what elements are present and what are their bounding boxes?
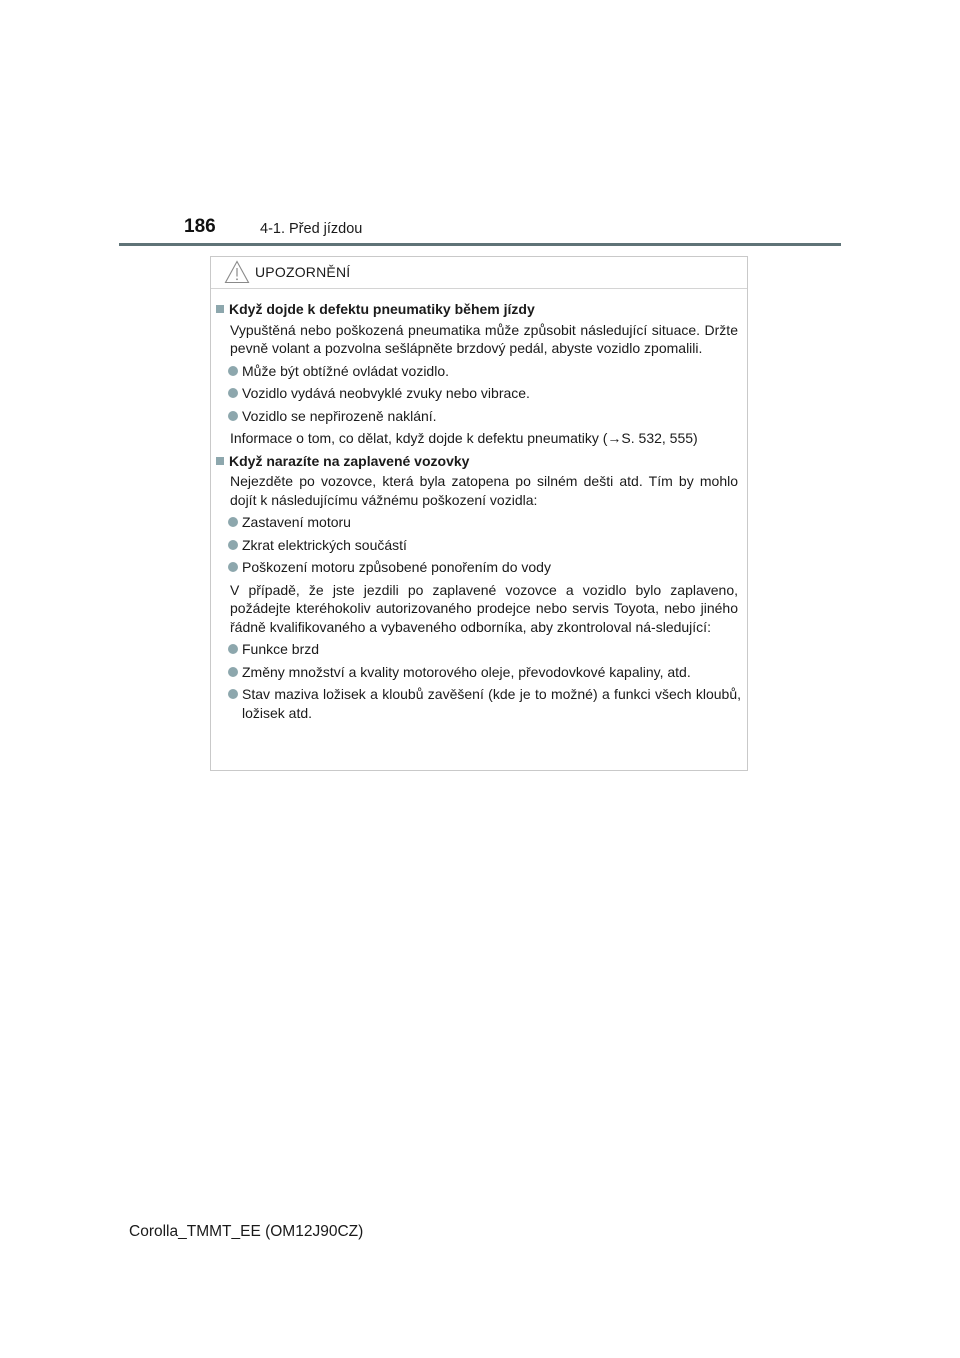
list-item [211, 685, 747, 722]
paragraph: Informace o tom, co dělat, když dojde k defektu pneumatiky (→S. 532, 555) [230, 430, 698, 446]
list-item-text: Může být obtížné ovládat vozidlo. [242, 362, 450, 379]
section-heading [211, 300, 747, 319]
warning-content [211, 300, 747, 725]
warning-box [210, 256, 748, 771]
document-id: Corolla_TMMT_EE (OM12J90CZ) [129, 1223, 364, 1240]
section-title: 4-1. Před jízdou [260, 221, 363, 237]
list-item-text: Vozidlo se nepřirozeně naklání. [242, 407, 437, 424]
list-item [211, 362, 747, 381]
list-item [211, 536, 747, 555]
warning-header [211, 257, 747, 289]
round-bullet-icon [228, 411, 238, 421]
page-number: 186 [184, 216, 216, 237]
list-item-text: Změny množství a kvality motorového oleje, převodovkové kapaliny, atd. [242, 663, 691, 680]
list-item-text: Stav maziva ložisek a kloubů zavěšení (kde je to možné) a funkci všech kloubů, ložisek atd. [242, 686, 741, 721]
list-item [211, 384, 747, 403]
round-bullet-icon [228, 689, 238, 699]
list-item-text: Zkrat elektrických součástí [242, 536, 407, 553]
paragraph: V případě, že jste jezdili po zaplavené vozovce a vozidlo bylo zaplaveno, požádejte kteréhokoliv autorizovaného prodejce nebo servis Toyota, nebo jiného řádně kvalifikovaného a vybaveného odborníka, aby zkontroloval ná-sledující: [230, 581, 738, 635]
list-item [211, 640, 747, 659]
list-item-text: Funkce brzd [242, 641, 320, 657]
list-item [211, 558, 747, 577]
section-heading-text: Když narazíte na zaplavené vozovky [229, 452, 470, 469]
paragraph: Nejezděte po vozovce, která byla zatopena po silném dešti atd. Tím by mohlo dojít k následujícímu vážnému poškození vozidla: [230, 473, 738, 508]
warning-title: UPOZORNĚNÍ [255, 264, 351, 280]
round-bullet-icon [228, 644, 238, 654]
round-bullet-icon [228, 667, 238, 677]
round-bullet-icon [228, 388, 238, 398]
list-item [211, 407, 747, 426]
warning-triangle-icon [224, 260, 250, 284]
round-bullet-icon [228, 540, 238, 550]
square-bullet-icon [216, 305, 224, 313]
square-bullet-icon [216, 457, 224, 465]
paragraph: Vypuštěná nebo poškozená pneumatika může způsobit následující situace. Držte pevně volant a pozvolna sešlápněte brzdový pedál, abyste vozidlo zpomalili. [230, 321, 738, 356]
list-item [211, 513, 747, 532]
list-item-text: Zastavení motoru [242, 514, 351, 530]
list-item-text: Poškození motoru způsobené ponořením do vody [242, 559, 551, 575]
header-rule [119, 243, 841, 246]
round-bullet-icon [228, 517, 238, 527]
list-item-text: Vozidlo vydává neobvyklé zvuky nebo vibrace. [242, 385, 530, 401]
round-bullet-icon [228, 562, 238, 572]
section-heading-text: Když dojde k defektu pneumatiky během jízdy [229, 301, 535, 317]
list-item [211, 663, 747, 682]
round-bullet-icon [228, 366, 238, 376]
section-heading [211, 452, 747, 471]
